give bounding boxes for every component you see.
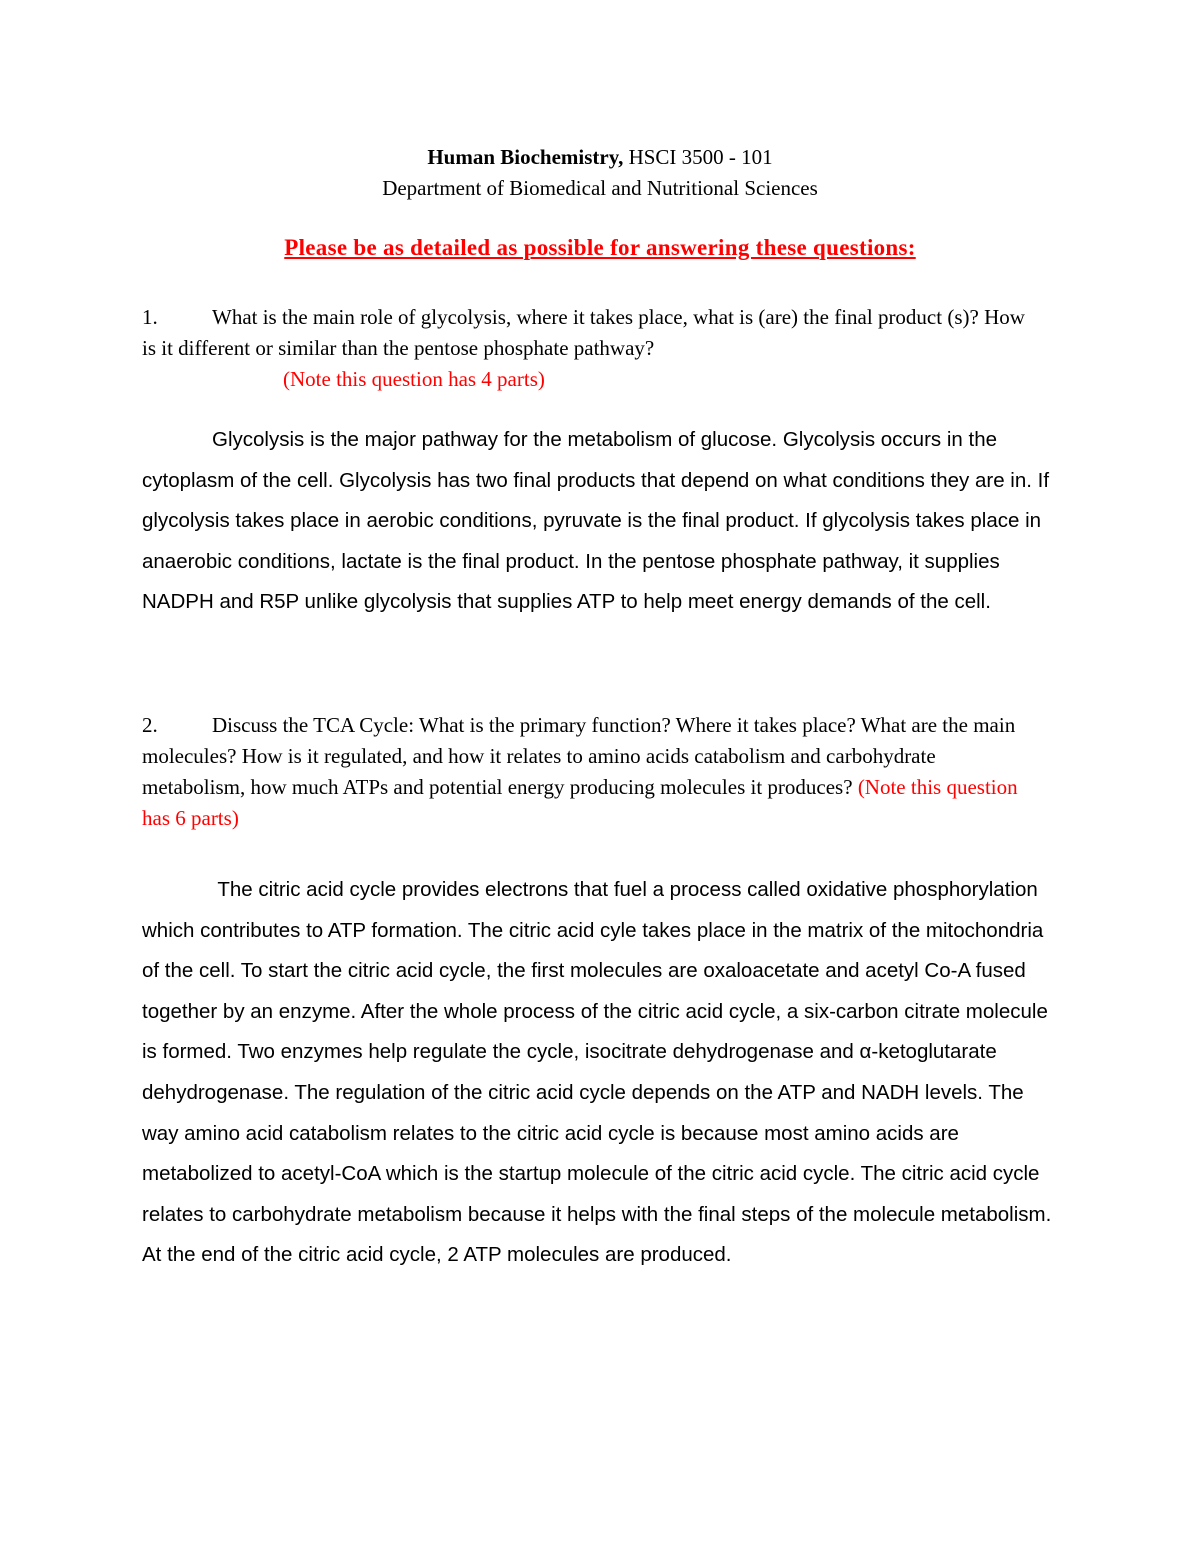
question-text: What is the main role of glycolysis, where it takes place, what is (are) the final product (s)? How is it different or similar than the pentose phosphate pathway? bbox=[142, 305, 1025, 360]
answer-text: The citric acid cycle provides electrons that fuel a process called oxidative phosphorylation which contributes to ATP formation. The citric acid cyle takes place in the matrix of the mitochondria of the cell. To start the citric acid cycle, the first molecules are oxaloacetate and acetyl Co-A fused together by an enzyme. After the whole process of the citric acid cycle, a six-carbon citrate molecule is formed. Two enzymes help regulate the cycle, isocitrate dehydrogenase and α-ketoglutarate dehydrogenase. The regulation of the citric acid cycle depends on the ATP and NADH levels. The way amino acid catabolism relates to the citric acid cycle is because most amino acids are metabolized to acetyl-CoA which is the startup molecule of the citric acid cycle. The citric acid cycle relates to carbohydrate metabolism because it helps with the final steps of the molecule metabolism. At the end of the citric acid cycle, 2 ATP molecules are produced. bbox=[142, 878, 1052, 1267]
question-text: Discuss the TCA Cycle: What is the primary function? Where it takes place? What are the main molecules? How is it regulated, and how it relates to amino acids catabolism and carbohydrate metabolism, how much ATPs and potential energy producing molecules it produces? bbox=[142, 713, 1016, 799]
course-title-code: HSCI 3500 - 101 bbox=[623, 145, 773, 169]
course-title-bold: Human Biochemistry, bbox=[427, 145, 624, 169]
question-2 bbox=[142, 710, 1042, 834]
question-1 bbox=[142, 302, 1042, 395]
question-number: 1. bbox=[142, 305, 158, 329]
question-number: 2. bbox=[142, 713, 158, 737]
question-note: (Note this question has 6 parts) bbox=[142, 775, 1018, 830]
answer-2 bbox=[142, 870, 1062, 1276]
course-title bbox=[0, 143, 1200, 171]
question-note: (Note this question has 4 parts) bbox=[283, 367, 545, 391]
instruction-heading: Please be as detailed as possible for answering these questions: bbox=[284, 235, 916, 260]
answer-1 bbox=[142, 420, 1062, 623]
answer-text: Glycolysis is the major pathway for the metabolism of glucose. Glycolysis occurs in the cytoplasm of the cell. Glycolysis has two final products that depend on what conditions they are in. If glycolysis takes place in aerobic conditions, pyruvate is the final product. If glycolysis takes place in anaerobic conditions, lactate is the final product. In the pentose phosphate pathway, it supplies NADPH and R5P unlike glycolysis that supplies ATP to help meet energy demands of the cell. bbox=[142, 428, 1050, 614]
department-name: Department of Biomedical and Nutritional Sciences bbox=[382, 176, 818, 200]
